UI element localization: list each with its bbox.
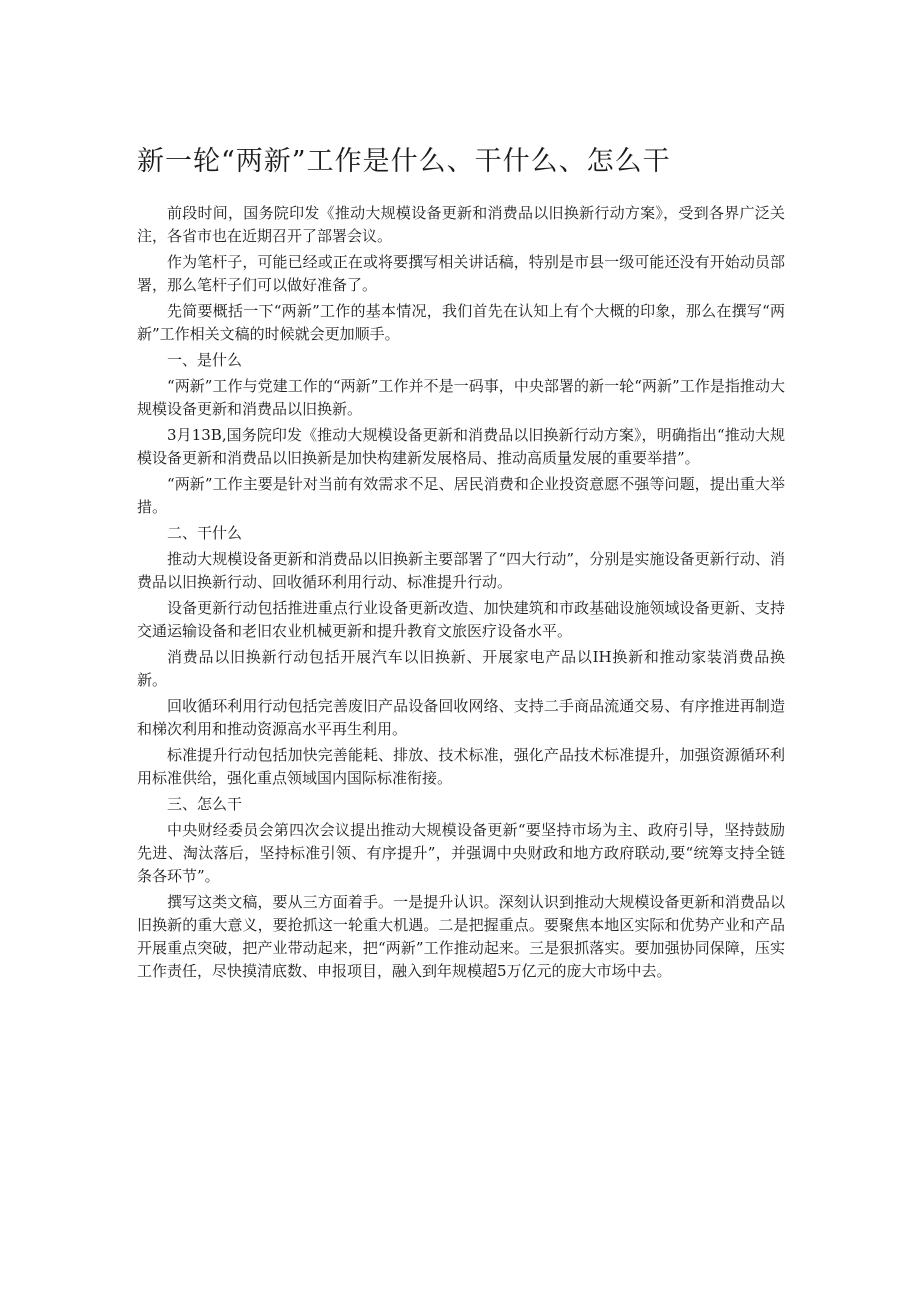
section2-paragraph: 标准提升行动包括加快完善能耗、排放、技术标准，强化产品技术标准提升，加强资源循环利用标准供给，强化重点领域国内国际标准衔接。 [137, 746, 785, 787]
section2-paragraph: 推动大规模设备更新和消费品以旧换新主要部署了“四大行动”，分别是实施设备更新行动、消费品以旧换新行动、回收循环利用行动、标准提升行动。 [137, 550, 785, 591]
section1-paragraph: “两新”工作与党建工作的“两新”工作并不是一码事，中央部署的新一轮“两新”工作是指推动大规模设备更新和消费品以旧换新。 [137, 377, 785, 418]
intro-paragraph: 先简要概括一下“两新”工作的基本情况，我们首先在认知上有个大概的印象，那么在撰写“两新”工作相关文稿的时候就会更加顺手。 [137, 302, 785, 343]
intro-paragraph: 作为笔杆子，可能已经或正在或将要撰写相关讲话稿，特别是市县一级可能还没有开始动员部署，那么笔杆子们可以做好准备了。 [137, 253, 785, 294]
document-page [137, 142, 785, 986]
section2-paragraph: 消费品以旧换新行动包括开展汽车以旧换新、开展家电产品以IH换新和推动家装消费品换新。 [137, 648, 785, 689]
section1-paragraph: 3月13B,国务院印发《推动大规模设备更新和消费品以旧换新行动方案》，明确指出“推动大规模设备更新和消费品以旧换新是加快构建新发展格局、推动高质量发展的重要举措”。 [137, 426, 785, 467]
section-heading-what: 一、是什么 [167, 351, 243, 369]
section-heading-do-what: 二、干什么 [167, 524, 243, 542]
section2-paragraph: 设备更新行动包括推进重点行业设备更新改造、加快建筑和市政基础设施领域设备更新、支持交通运输设备和老旧农业机械更新和提升教育文旅医疗设备水平。 [137, 599, 785, 640]
document-title: 新一轮“两新”工作是什么、干什么、怎么干 [137, 146, 671, 177]
section2-paragraph: 回收循环利用行动包括完善废旧产品设备回收网络、支持二手商品流通交易、有序推进再制造和梯次利用和推动资源高水平再生利用。 [137, 697, 785, 738]
section3-paragraph: 中央财经委员会第四次会议提出推动大规模设备更新“要坚持市场为主、政府引导，坚持鼓励先进、淘汰落后，坚持标准引领、有序提升”，并强调中央财政和地方政府联动,要“统筹支持全链条各环节”。 [137, 821, 785, 885]
section1-paragraph: “两新”工作主要是针对当前有效需求不足、居民消费和企业投资意愿不强等问题，提出重大举措。 [137, 475, 785, 516]
intro-paragraph: 前段时间，国务院印发《推动大规模设备更新和消费品以旧换新行动方案》，受到各界广泛关注，各省市也在近期召开了部署会议。 [137, 204, 785, 245]
section-heading-how: 三、怎么干 [167, 795, 243, 813]
section3-paragraph: 撰写这类文稿，要从三方面着手。一是提升认识。深刻认识到推动大规模设备更新和消费品以旧换新的重大意义，要抢抓这一轮重大机遇。二是把握重点。要聚焦本地区实际和优势产业和产品开展重点突破，把产业带动起来，把“两新”工作推动起来。三是狠抓落实。要加强协同保障，压实工作责任，尽快摸清底数、申报项目，融入到年规模超5万亿元的庞大市场中去。 [137, 893, 785, 980]
